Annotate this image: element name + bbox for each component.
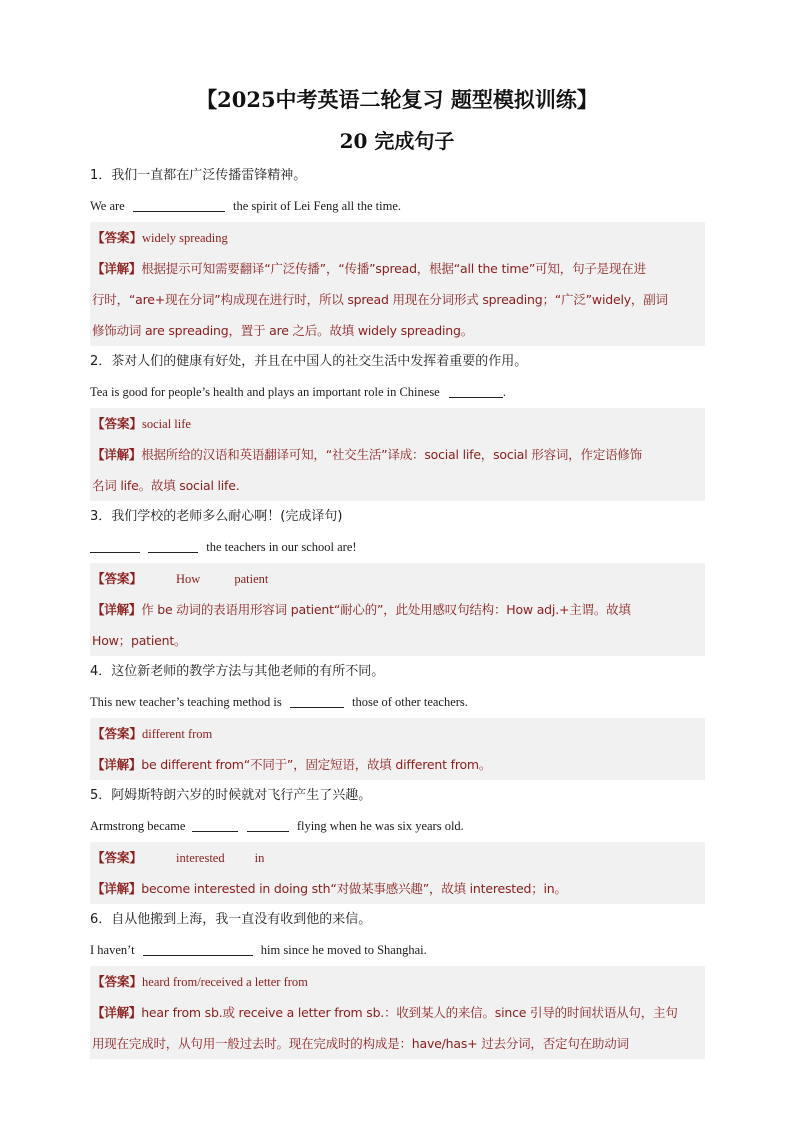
q5-detail-text1: become interested in doing sth“对做某事感兴趣”，故填 interested；in。 <box>141 881 567 896</box>
q3-answer-2: patient <box>234 572 269 586</box>
q6-sentence-before: I haven’t <box>90 943 135 957</box>
q3-answer-1: How <box>176 572 201 586</box>
q2-detail-line2: 名词 life。故填 social life. <box>92 478 240 493</box>
q2-sentence-after: . <box>502 385 506 399</box>
q6-answer-line <box>92 966 703 997</box>
q2-detail-text1: 根据所给的汉语和英语翻译可知，“社交生活”译成：social life，social 形容词，作定语修饰 <box>141 447 643 462</box>
q2-solution-box <box>90 408 705 501</box>
q1-answer: widely spreading <box>142 231 228 245</box>
answer-tag: 【答案】 <box>92 726 143 741</box>
q5-blank-2 <box>247 817 289 832</box>
q4-sentence-after: those of other teachers. <box>351 695 468 709</box>
page-title: 【2025中考英语二轮复习 题型模拟训练】 <box>196 87 598 112</box>
q2-sentence-before: Tea is good for people’s health and plays an important role in Chinese <box>90 385 440 399</box>
q1-sentence-before: We are <box>90 199 125 213</box>
q6-detail-text1: hear from sb.或 receive a letter from sb.：收到某人的来信。since 引导的时间状语从句，主句 <box>141 1005 678 1020</box>
q6-detail-line2: 用现在完成时，从句用一般过去时。现在完成时的构成是：have/has+ 过去分词，否定句在助动词 <box>92 1036 629 1051</box>
q3-detail-line2: How；patient。 <box>92 633 187 648</box>
q6-solution-box <box>90 966 705 1059</box>
q6-blank <box>143 941 253 956</box>
q5-answer-2: in <box>254 851 265 865</box>
q1-answer-line <box>92 222 703 253</box>
q4-solution-box <box>90 718 705 780</box>
detail-tag: 【详解】 <box>92 757 142 772</box>
q1-detail-line1 <box>92 253 703 284</box>
answer-tag: 【答案】 <box>92 974 143 989</box>
q1-detail-text1: 根据提示可知需要翻译“广泛传播”，“传播”spread，根据“all the time”可知，句子是现在进 <box>141 261 646 276</box>
q5-sentence <box>90 811 705 842</box>
q4-answer: different from <box>142 727 213 741</box>
q1-sentence-after: the spirit of Lei Feng all the time. <box>232 199 402 213</box>
q5-answer-1: interested <box>176 851 225 865</box>
q1-detail-line2: 行时，“are+现在分词”构成现在进行时，所以 spread 用现在分词形式 spreading；“广泛”widely，副词 <box>92 292 668 307</box>
q6-detail-line1 <box>92 997 703 1028</box>
q3-sentence-after: the teachers in our school are! <box>206 540 357 554</box>
q6-sentence <box>90 935 705 966</box>
q1-solution-box <box>90 222 705 346</box>
q3-blank-1 <box>90 538 140 553</box>
q4-detail-line1 <box>92 749 703 780</box>
q5-detail-line1 <box>92 873 703 904</box>
q4-answer-line <box>92 718 703 749</box>
detail-tag: 【详解】 <box>92 447 142 462</box>
q5-sentence-before: Armstrong became <box>90 819 186 833</box>
q3-answer-line <box>92 563 703 594</box>
q3-sentence <box>90 532 705 563</box>
q4-prompt: 4．这位新老师的教学方法与其他老师的有所不同。 <box>90 664 385 679</box>
q2-prompt: 2．茶对人们的健康有好处，并且在中国人的社交生活中发挥着重要的作用。 <box>90 354 528 369</box>
q1-prompt: 1．我们一直都在广泛传播雷锋精神。 <box>90 168 307 183</box>
q6-answer: heard from/received a letter from <box>142 975 308 989</box>
q4-detail-text1: be different from“不同于”，固定短语，故填 different from。 <box>141 757 492 772</box>
answer-tag: 【答案】 <box>92 230 143 245</box>
exercise-list <box>90 160 705 1059</box>
q5-solution-box <box>90 842 705 904</box>
answer-tag: 【答案】 <box>92 571 143 586</box>
q3-detail-text1: 作 be 动词的表语用形容词 patient“耐心的”，此处用感叹句结构：How adj.+主谓。故填 <box>141 602 631 617</box>
detail-tag: 【详解】 <box>92 261 142 276</box>
detail-tag: 【详解】 <box>92 881 142 896</box>
answer-tag: 【答案】 <box>92 850 143 865</box>
q4-sentence <box>90 687 705 718</box>
q3-prompt: 3．我们学校的老师多么耐心啊！(完成译句) <box>90 509 343 524</box>
q1-blank <box>133 197 225 212</box>
q5-prompt: 5．阿姆斯特朗六岁的时候就对飞行产生了兴趣。 <box>90 788 372 803</box>
page-subtitle: 20 完成句子 <box>339 129 455 153</box>
q2-detail-line1 <box>92 439 703 470</box>
q2-answer-line <box>92 408 703 439</box>
detail-tag: 【详解】 <box>92 602 142 617</box>
q4-sentence-before: This new teacher’s teaching method is <box>90 695 282 709</box>
q6-prompt: 6．自从他搬到上海，我一直没有收到他的来信。 <box>90 912 372 927</box>
q1-sentence <box>90 191 705 222</box>
q2-blank <box>449 383 503 398</box>
q5-sentence-after: flying when he was six years old. <box>296 819 464 833</box>
q1-detail-line3: 修饰动词 are spreading，置于 are 之后。故填 widely spreading。 <box>92 323 474 338</box>
q2-answer: social life <box>142 417 191 431</box>
q5-answer-line <box>92 842 703 873</box>
q3-solution-box <box>90 563 705 656</box>
q6-sentence-after: him since he moved to Shanghai. <box>260 943 427 957</box>
q2-sentence <box>90 377 705 408</box>
q5-blank-1 <box>192 817 238 832</box>
q3-blank-2 <box>148 538 198 553</box>
q3-detail-line1 <box>92 594 703 625</box>
q4-blank <box>290 693 344 708</box>
answer-tag: 【答案】 <box>92 416 143 431</box>
detail-tag: 【详解】 <box>92 1005 142 1020</box>
